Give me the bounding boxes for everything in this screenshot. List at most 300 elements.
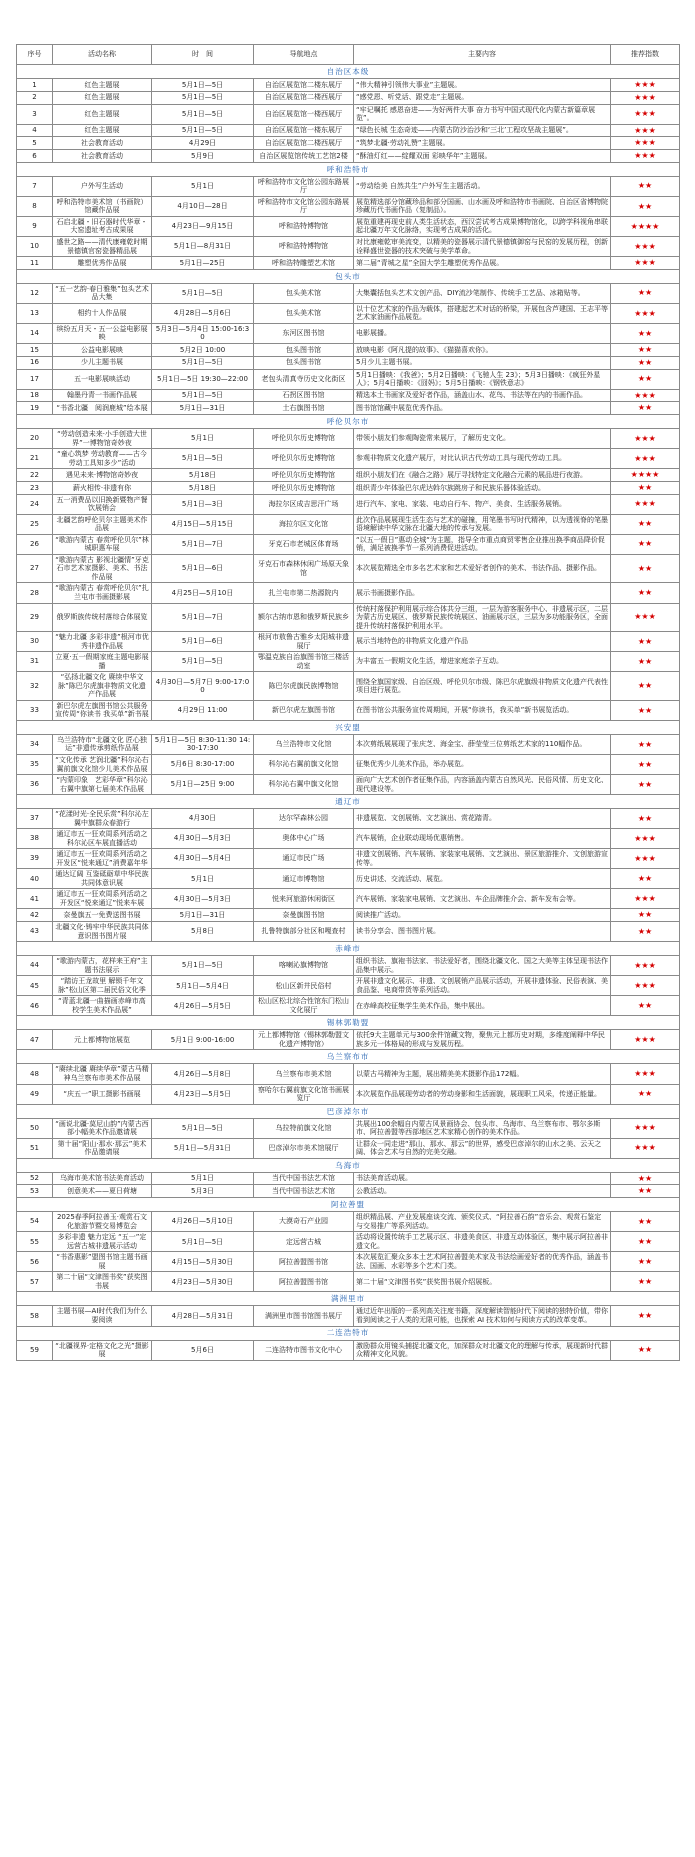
cell-time: 4月30日—5月3日 [152, 889, 254, 909]
cell-activity-name: 遇见未来·博物馆奇妙夜 [53, 469, 152, 482]
cell-content: 在图书馆公共服务宣传周期间，开展“你读书，我买单”新书展览活动。 [354, 700, 611, 720]
cell-rating: ★★ [611, 632, 680, 652]
table-row [17, 632, 680, 652]
cell-content: 围绕全旗国家级、自治区级、呼伦贝尔市级、陈巴尔虎旗级非物质文化遗产代表性项目进行展览。 [354, 672, 611, 701]
table-row [17, 583, 680, 603]
cell-time: 5月2日 10:00 [152, 344, 254, 357]
cell-content: 电影展播。 [354, 323, 611, 343]
table-row [17, 889, 680, 909]
cell-content: 阅读推广活动。 [354, 909, 611, 922]
cell-activity-name: 元上都博物馆展览 [53, 1030, 152, 1050]
cell-rating: ★★ [611, 196, 680, 216]
cell-content: 大集囊括包头艺术文创产品、DIY流沙笔制作、传统手工艺品、冰箱贴等。 [354, 283, 611, 303]
cell-location: 科尔沁右翼前旗文化馆 [254, 754, 354, 774]
cell-index: 40 [17, 869, 53, 889]
cell-activity-name: 通辽市五一狂欢周系列活动之科尔沁区车展直播活动 [53, 829, 152, 849]
cell-location: 呼和浩特市文化馆公园东路展厅 [254, 176, 354, 196]
cell-location: 阿拉善盟图书馆 [254, 1272, 354, 1292]
cell-content: “以五一假日”惠动全城“为主题，指导全市重点商贸零售企业推出换季商品降价促销，满足被换季节一系列消费促进活动。 [354, 534, 611, 554]
table-row [17, 554, 680, 583]
cell-activity-name: 社会教育活动 [53, 150, 152, 163]
cell-location: 自治区展览馆二楼西展厅 [254, 137, 354, 150]
cell-location: 自治区展览馆传统工艺馆2楼 [254, 150, 354, 163]
cell-content: “感党恩、听党话、跟党走”主题展。 [354, 91, 611, 104]
cell-rating: ★★★ [611, 1138, 680, 1158]
cell-location: 根河市敖鲁古雅乡太阳城非遗展厅 [254, 632, 354, 652]
cell-rating: ★★ [611, 356, 680, 369]
cell-content: 活动将设置传统手工艺展示区、非遗美食区、非遗互动体验区，集中展示阿拉善非遗文化。 [354, 1232, 611, 1252]
table-row [17, 137, 680, 150]
cell-index: 50 [17, 1118, 53, 1138]
cell-activity-name: 相约十人作品展 [53, 303, 152, 323]
cell-time: 5月1日—5日 [152, 449, 254, 469]
cell-activity-name: “花漾时光·全民乐赏”科尔沁左翼中旗群众春游行 [53, 809, 152, 829]
cell-time: 4月30日—5月4日 [152, 849, 254, 869]
table-row [17, 1212, 680, 1232]
table-row [17, 1118, 680, 1138]
cell-location: 乌兰察布市美术馆 [254, 1064, 354, 1084]
cell-time: 5月1日—7日 [152, 603, 254, 632]
cell-index: 7 [17, 176, 53, 196]
cell-content: 精选本土书画家及爱好者作品，涵盖山水、花鸟、书法等在内的书画作品。 [354, 389, 611, 402]
table-row [17, 976, 680, 996]
cell-content: 面向广大艺术创作者征集作品，内容涵盖内蒙古自然风光、民俗风情、历史文化、现代建设等。 [354, 775, 611, 795]
region-row [17, 795, 680, 809]
cell-index: 48 [17, 1064, 53, 1084]
cell-content: 展览精选部分馆藏珍品和部分国画、山水画及呼和浩特市书画院、自治区省博物院珍藏历代书画作品（复制品）。 [354, 196, 611, 216]
cell-activity-name: 公益电影展映 [53, 344, 152, 357]
region-title: 兴安盟 [17, 720, 680, 734]
cell-location: 扎兰屯市第二热源院内 [254, 583, 354, 603]
cell-location: 科尔沁右翼中旗文化馆 [254, 775, 354, 795]
cell-time: 4月26日—5月8日 [152, 1064, 254, 1084]
cell-index: 8 [17, 196, 53, 216]
cell-index: 13 [17, 303, 53, 323]
cell-time: 5月1日—5日 [152, 389, 254, 402]
table-row [17, 922, 680, 942]
header-rating: 推荐指数 [611, 45, 680, 65]
table-row [17, 775, 680, 795]
cell-content: 读书分享会、图书图片展。 [354, 922, 611, 942]
cell-content: “劳动绘美 自然共生”户外写生主题活动。 [354, 176, 611, 196]
cell-content: 让群众一同走进“那山、那水、那云”的世界，感受巴彦淖尔的山水之美、云天之阔、体会艺术与自然的完美交融。 [354, 1138, 611, 1158]
cell-content: 组织小朋友们在《融合之路》展厅寻找特定文化融合元素的展品进行夜游。 [354, 469, 611, 482]
cell-index: 9 [17, 216, 53, 236]
cell-activity-name: 新巴尔虎左旗图书馆公共服务宣传周“你读书 我买单”新书展 [53, 700, 152, 720]
cell-content: 以蒙古马精神为主题，展出精美美术摄影作品172幅。 [354, 1064, 611, 1084]
cell-rating: ★★ [611, 1172, 680, 1185]
cell-index: 26 [17, 534, 53, 554]
region-row [17, 1158, 680, 1172]
cell-location: 土右旗图书馆 [254, 402, 354, 415]
cell-location: 老包头清真寺历史文化街区 [254, 369, 354, 389]
table-row [17, 344, 680, 357]
table-body [17, 65, 680, 1361]
cell-rating: ★★★ [611, 104, 680, 124]
cell-index: 16 [17, 356, 53, 369]
cell-location: 当代中国书法艺术馆 [254, 1185, 354, 1198]
cell-location: 包头美术馆 [254, 303, 354, 323]
cell-time: 4月26日—5月10日 [152, 1212, 254, 1232]
cell-location: 定远营古城 [254, 1232, 354, 1252]
table-row [17, 1185, 680, 1198]
table-header [17, 45, 680, 65]
cell-rating: ★★ [611, 554, 680, 583]
table-row [17, 754, 680, 774]
cell-time: 5月1日—5月31日 [152, 1138, 254, 1158]
cell-time: 5月1日—5日 [152, 79, 254, 92]
cell-rating: ★★★ [611, 429, 680, 449]
region-title: 锡林郭勒盟 [17, 1016, 680, 1030]
cell-content: 5月1日播映：《我爸》；5月2日播映：《飞驰人生 23》；5月3日播映：《疯狂外星人》；5月4日播映：《囧妈》；5月5日播映：《钢铁意志》 [354, 369, 611, 389]
region-row [17, 1292, 680, 1306]
cell-rating: ★★★ [611, 849, 680, 869]
cell-activity-name: 多彩非遗 魅力定远 “五一”定远营古城非遗展示活动 [53, 1232, 152, 1252]
cell-rating: ★★★ [611, 889, 680, 909]
cell-index: 30 [17, 632, 53, 652]
cell-activity-name: 五一消费品以旧换新暨物产餐饮展销会 [53, 494, 152, 514]
region-title: 包头市 [17, 269, 680, 283]
cell-location: 自治区展览馆一楼西展厅 [254, 104, 354, 124]
cell-time: 5月1日—31日 [152, 402, 254, 415]
cell-content: 对比康雍乾审美流变，以精美的瓷器展示清代景德镇御窑与民窑的发展历程，创新诠释盛世瓷器的技术突破与美学革命。 [354, 237, 611, 257]
cell-activity-name: 通辽市五一狂欢周系列活动之开发区“悦来通辽”消费嘉年华 [53, 849, 152, 869]
cell-index: 10 [17, 237, 53, 257]
cell-activity-name: 户外写生活动 [53, 176, 152, 196]
table-row [17, 104, 680, 124]
cell-rating: ★★★ [611, 137, 680, 150]
table-row [17, 1252, 680, 1272]
table-row [17, 1172, 680, 1185]
cell-location: 呼和浩特博物馆 [254, 216, 354, 236]
cell-rating: ★★ [611, 1212, 680, 1232]
cell-activity-name: “书香惠影”盟图书馆主题书画展 [53, 1252, 152, 1272]
cell-time: 5月1日 9:00-16:00 [152, 1030, 254, 1050]
cell-location: 石拐区图书馆 [254, 389, 354, 402]
cell-location: 陈巴尔虎旗民族博物馆 [254, 672, 354, 701]
cell-content: 展示书画摄影作品。 [354, 583, 611, 603]
cell-rating: ★★★ [611, 1118, 680, 1138]
cell-time: 5月1日—5日 [152, 104, 254, 124]
cell-rating: ★★ [611, 583, 680, 603]
cell-time: 5月6日 [152, 1340, 254, 1360]
table-row [17, 429, 680, 449]
cell-rating: ★★ [611, 176, 680, 196]
cell-time: 5月6日 8:30-17:00 [152, 754, 254, 774]
cell-activity-name: “童心筑梦 劳动教育——古今劳动工具知多少”活动 [53, 449, 152, 469]
table-row [17, 1138, 680, 1158]
cell-content: 非遗展览、文创展销、文艺演出、赏花踏青。 [354, 809, 611, 829]
cell-index: 59 [17, 1340, 53, 1360]
table-row [17, 494, 680, 514]
cell-rating: ★★★ [611, 829, 680, 849]
table-row [17, 402, 680, 415]
cell-activity-name: 少儿主题书展 [53, 356, 152, 369]
cell-location: 通辽市民广场 [254, 849, 354, 869]
cell-time: 5月1日 [152, 429, 254, 449]
cell-time: 4月23日—5月30日 [152, 1272, 254, 1292]
cell-location: 自治区展览馆二楼西展厅 [254, 91, 354, 104]
table-row [17, 283, 680, 303]
region-row [17, 162, 680, 176]
cell-index: 58 [17, 1306, 53, 1326]
cell-time: 4月15日—5月30日 [152, 1252, 254, 1272]
cell-rating: ★★ [611, 734, 680, 754]
cell-time: 4月28日—5月6日 [152, 303, 254, 323]
cell-activity-name: 红色主题展 [53, 91, 152, 104]
cell-time: 5月1日—5日 [152, 91, 254, 104]
cell-time: 5月1日—5日 [152, 124, 254, 137]
table-row [17, 356, 680, 369]
cell-activity-name: 乌海市美术馆书法美育活动 [53, 1172, 152, 1185]
cell-rating: ★★★ [611, 150, 680, 163]
cell-activity-name: 乌兰浩特市“北疆文化 匠心独运”非遗传承剪纸作品展 [53, 734, 152, 754]
cell-activity-name: 通达辽阔 互鉴砥砺草中华民族共同体意识展 [53, 869, 152, 889]
cell-time: 5月1日—5日 [152, 956, 254, 976]
cell-activity-name: 创意美术——夏日荷塘 [53, 1185, 152, 1198]
cell-time: 5月8日 [152, 922, 254, 942]
cell-content: 汽车展销、家装家电展销、文艺演出、车企品牌推介会、新车发布会等。 [354, 889, 611, 909]
cell-location: 松山区松北综合性馆东门松山文化展厅 [254, 996, 354, 1016]
cell-content: 本次展览精选全市多名艺术家和艺术爱好者创作的美术、书法作品、摄影作品。 [354, 554, 611, 583]
cell-index: 54 [17, 1212, 53, 1232]
table-row [17, 216, 680, 236]
cell-rating: ★★ [611, 1306, 680, 1326]
cell-index: 29 [17, 603, 53, 632]
cell-rating: ★★ [611, 869, 680, 889]
cell-activity-name: 翰墨丹青一书画作品展 [53, 389, 152, 402]
cell-content: 公教活动。 [354, 1185, 611, 1198]
table-row [17, 469, 680, 482]
cell-activity-name: “文化传承 艺润北疆”科尔沁右翼前旗文化馆少儿美术作品展 [53, 754, 152, 774]
cell-activity-name: “歌游内蒙古 春赏呼伦贝尔”扎兰屯市书画摄影展 [53, 583, 152, 603]
table-row [17, 1306, 680, 1326]
cell-index: 46 [17, 996, 53, 1016]
header-index: 序号 [17, 45, 53, 65]
table-row [17, 849, 680, 869]
cell-location: 大漠奇石产业园 [254, 1212, 354, 1232]
cell-rating: ★★★ [611, 257, 680, 270]
cell-activity-name: “书香北疆 阅润鹿城”绘本展 [53, 402, 152, 415]
cell-location: 阿拉善盟图书馆 [254, 1252, 354, 1272]
cell-activity-name: “内蒙印象 艺彩华章”科尔沁右翼中旗第七届美术作品展 [53, 775, 152, 795]
cell-time: 5月3日 [152, 1185, 254, 1198]
table-row [17, 909, 680, 922]
cell-index: 11 [17, 257, 53, 270]
cell-location: 牙克石市老城区体育场 [254, 534, 354, 554]
table-row [17, 481, 680, 494]
cell-time: 5月1日—5日 8:30-11:30 14:30-17:30 [152, 734, 254, 754]
cell-rating: ★★ [611, 283, 680, 303]
cell-index: 39 [17, 849, 53, 869]
region-row [17, 415, 680, 429]
cell-index: 22 [17, 469, 53, 482]
cell-location: 呼和浩特市文化馆公园东路展厅 [254, 196, 354, 216]
cell-rating: ★★ [611, 922, 680, 942]
cell-location: 海拉尔区文化馆 [254, 514, 354, 534]
cell-location: 包头图书馆 [254, 344, 354, 357]
cell-content: “伟大精神引领伟大事业”主题展。 [354, 79, 611, 92]
cell-location: 达尔罕森林公园 [254, 809, 354, 829]
cell-content: 组织青少年体验巴尔虎达斡尔族跳房子和民族乐器体验活动。 [354, 481, 611, 494]
cell-rating: ★★ [611, 809, 680, 829]
cell-activity-name: 第十届“阳山·那水·那云”美术作品邀请展 [53, 1138, 152, 1158]
cell-content: 进行汽车、家电、家装、电动自行车、物产、美食、生活服务展销。 [354, 494, 611, 514]
cell-rating: ★★ [611, 1084, 680, 1104]
table-row [17, 652, 680, 672]
cell-location: 呼和浩特博物馆 [254, 237, 354, 257]
cell-location: 奈曼旗图书馆 [254, 909, 354, 922]
cell-content: 本次展览作品展现劳动者的劳动身影和生活面貌，展现职工风采，传递正能量。 [354, 1084, 611, 1104]
cell-rating: ★★★ [611, 449, 680, 469]
cell-rating: ★★★ [611, 494, 680, 514]
cell-rating: ★★ [611, 700, 680, 720]
region-title: 通辽市 [17, 795, 680, 809]
cell-location: 乌兰浩特市文化馆 [254, 734, 354, 754]
cell-index: 34 [17, 734, 53, 754]
cell-time: 5月1日—5日 [152, 356, 254, 369]
cell-rating: ★★ [611, 996, 680, 1016]
cell-time: 5月1日 [152, 1172, 254, 1185]
cell-content: 通过近年出版的一系列高关注度书籍，深度解读智能时代下阅读的独特价值，带你看到阅读之于人类的无限可能，也探索 AI 技术如何与阅读方式的改革变革。 [354, 1306, 611, 1326]
cell-index: 21 [17, 449, 53, 469]
cell-index: 56 [17, 1252, 53, 1272]
cell-rating: ★★ [611, 754, 680, 774]
header-time: 时 间 [152, 45, 254, 65]
cell-content: 带领小朋友们参观陶瓷常来展厅，了解历史文化。 [354, 429, 611, 449]
cell-time: 4月15日—5月15日 [152, 514, 254, 534]
cell-activity-name: “歌游内蒙古 春赏呼伦贝尔”林城职惠车展 [53, 534, 152, 554]
cell-time: 4月23日—5月5日 [152, 1084, 254, 1104]
header-content: 主要内容 [354, 45, 611, 65]
cell-rating: ★★★★ [611, 216, 680, 236]
cell-location: 包头美术馆 [254, 283, 354, 303]
cell-index: 14 [17, 323, 53, 343]
cell-content: 放映电影《阿凡提的故事》、《猫猫喜欢你》。 [354, 344, 611, 357]
cell-time: 5月1日—25日 [152, 257, 254, 270]
cell-rating: ★★★ [611, 91, 680, 104]
table-row [17, 257, 680, 270]
cell-location: 松山区新井民俗村 [254, 976, 354, 996]
cell-activity-name: 雕塑优秀作品展 [53, 257, 152, 270]
region-title: 乌兰察布市 [17, 1050, 680, 1064]
table-row [17, 1064, 680, 1084]
cell-location: 通辽市博物馆 [254, 869, 354, 889]
region-title: 巴彦淖尔市 [17, 1104, 680, 1118]
region-row [17, 1104, 680, 1118]
table-row [17, 603, 680, 632]
cell-location: 巴彦淖尔市美术馆展厅 [254, 1138, 354, 1158]
cell-location: 呼伦贝尔历史博物馆 [254, 469, 354, 482]
cell-content: 本次剪纸展展现了张庆芝、海金宝、薛莹莹三位剪纸艺术家的110幅作品。 [354, 734, 611, 754]
region-title: 自治区本级 [17, 65, 680, 79]
cell-activity-name: “踏访王龙故里 解锁千年文脉”松山区第二届民俗文化季 [53, 976, 152, 996]
cell-activity-name: 俄罗斯族传统村落综合体展览 [53, 603, 152, 632]
cell-activity-name: 呼和浩特市美术馆（书画院）馆藏作品展 [53, 196, 152, 216]
cell-index: 19 [17, 402, 53, 415]
table-row [17, 323, 680, 343]
cell-activity-name: 缤纷五月天・五一公益电影展映 [53, 323, 152, 343]
cell-index: 33 [17, 700, 53, 720]
cell-activity-name: “青蓝北疆一曲描画赤峰市高校学生美术作品展” [53, 996, 152, 1016]
cell-rating: ★★ [611, 534, 680, 554]
cell-rating: ★★ [611, 1340, 680, 1360]
cell-rating: ★★ [611, 909, 680, 922]
cell-content: 开展非遗文化展示、非遗、文创展销产品展示活动，开展非遗体验、民俗表演、美食品鉴、电商带货等系列活动。 [354, 976, 611, 996]
cell-content: 组织书法、旗袍书法家、书法爱好者，围绕北疆文化、国之大美等主体呈现书法作品集中展示。 [354, 956, 611, 976]
cell-activity-name: 2025春季阿拉善玉·观赏石文化旅游节暨交易博览会 [53, 1212, 152, 1232]
cell-time: 5月1日—6日 [152, 554, 254, 583]
cell-index: 25 [17, 514, 53, 534]
cell-activity-name: 五一电影展映活动 [53, 369, 152, 389]
cell-content: 组织精品展、产业发展座谈交流、颁奖仪式、“阿拉善石韵”音乐会、观赏石鉴定与交易推广等系列活动。 [354, 1212, 611, 1232]
region-row [17, 1050, 680, 1064]
cell-time: 5月1日—7日 [152, 534, 254, 554]
cell-location: 元上都博物馆（锡林郭勒盟文化遗产博物馆） [254, 1030, 354, 1050]
table-row [17, 700, 680, 720]
cell-rating: ★★ [611, 1185, 680, 1198]
table-row [17, 303, 680, 323]
cell-index: 32 [17, 672, 53, 701]
cell-time: 4月30日 [152, 809, 254, 829]
cell-activity-name: “庆五一”职工摄影书画展 [53, 1084, 152, 1104]
cell-rating: ★★ [611, 344, 680, 357]
cell-time: 5月1日—5月4日 [152, 976, 254, 996]
cell-content: 书法美育活动展。 [354, 1172, 611, 1185]
cell-time: 4月30日—5月3日 [152, 829, 254, 849]
cell-activity-name: 奈曼旗五一免费送图书展 [53, 909, 152, 922]
table-row [17, 369, 680, 389]
cell-index: 52 [17, 1172, 53, 1185]
region-title: 阿拉善盟 [17, 1198, 680, 1212]
table-row [17, 869, 680, 889]
cell-content: 第二届“青城之星”全国大学生雕塑优秀作品展。 [354, 257, 611, 270]
cell-index: 31 [17, 652, 53, 672]
region-title: 赤峰市 [17, 942, 680, 956]
cell-time: 5月1日—3日 [152, 494, 254, 514]
cell-activity-name: 薪火相传·非遗有你 [53, 481, 152, 494]
cell-content: 在赤峰高校征集学生美术作品，集中展出。 [354, 996, 611, 1016]
cell-activity-name: “北疆视界·定格文化之光”摄影展 [53, 1340, 152, 1360]
table-row [17, 734, 680, 754]
cell-time: 4月29日 11:00 [152, 700, 254, 720]
cell-time: 5月9日 [152, 150, 254, 163]
cell-index: 47 [17, 1030, 53, 1050]
cell-content: 非遗文创展销、汽车展销、家装家电展销、文艺演出、景区旅游推介、文创旅游宣传等。 [354, 849, 611, 869]
cell-rating: ★★ [611, 481, 680, 494]
cell-location: 乌拉特前旗文化馆 [254, 1118, 354, 1138]
cell-index: 24 [17, 494, 53, 514]
cell-index: 42 [17, 909, 53, 922]
table-row [17, 1030, 680, 1050]
cell-content: 本次展览汇聚众多本土艺术阿拉善盟美术家及书法绘画爱好者的优秀作品，涵盖书法、国画、水彩等多个艺术门类。 [354, 1252, 611, 1272]
cell-index: 15 [17, 344, 53, 357]
cell-location: 悦来河旅游休闲街区 [254, 889, 354, 909]
cell-time: 5月18日 [152, 481, 254, 494]
cell-time: 4月10日—28日 [152, 196, 254, 216]
cell-index: 35 [17, 754, 53, 774]
cell-time: 4月29日 [152, 137, 254, 150]
cell-index: 51 [17, 1138, 53, 1158]
region-title: 二连浩特市 [17, 1326, 680, 1340]
cell-content: 征集优秀少儿美术作品，举办展览。 [354, 754, 611, 774]
cell-content: 传统村落保护利用展示综合体共分三组，一层为游客服务中心、非遗展示区，二层为蒙古历史展区、俄罗斯民族传统展区、油画展示区，三层为多功能服务区，全面提升传统村落保护利用水平。 [354, 603, 611, 632]
table-row [17, 956, 680, 976]
cell-time: 4月30日—5月7日 9:00-17:00 [152, 672, 254, 701]
cell-location: 自治区展览馆二楼东展厅 [254, 79, 354, 92]
cell-activity-name: 立夏·五一假期家庭主题电影展播 [53, 652, 152, 672]
cell-time: 5月1日—5日 [152, 1232, 254, 1252]
